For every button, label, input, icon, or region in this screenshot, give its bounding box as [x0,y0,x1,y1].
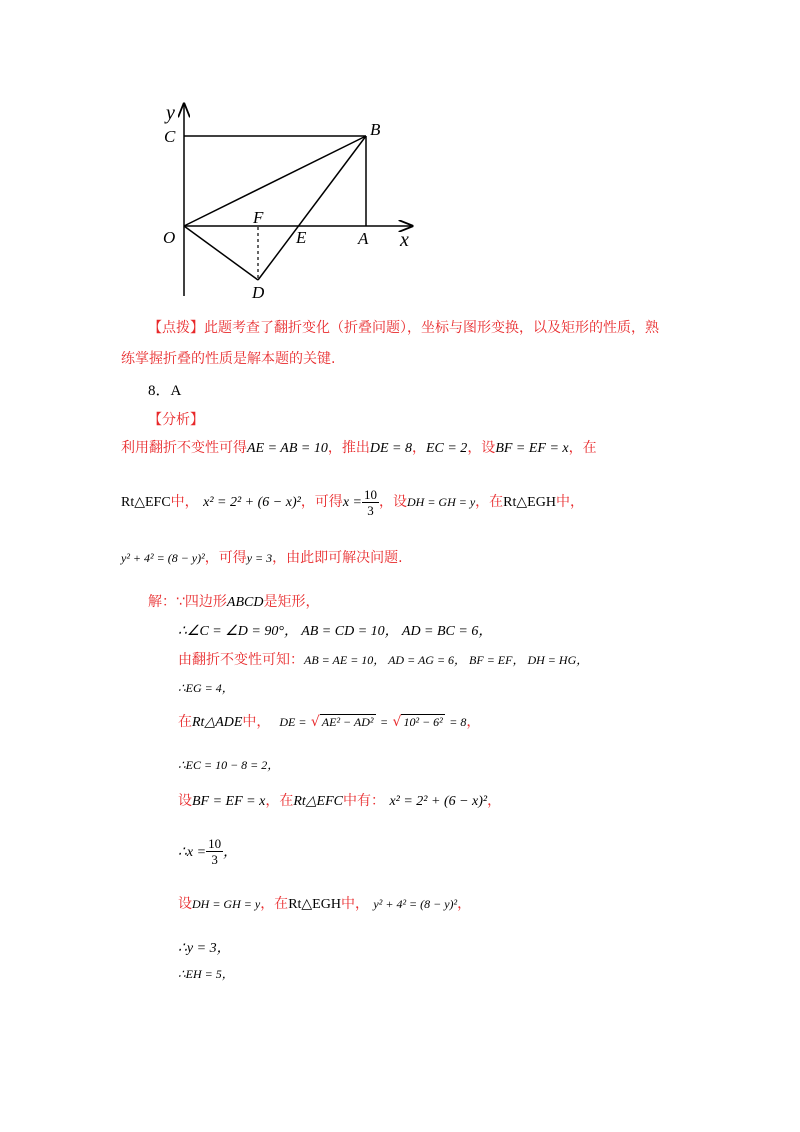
fraction-numerator: 10 [363,486,377,502]
math-de-eq: DE = [279,715,307,729]
math-equation-y: y² + 4² = (8 − y)² [373,897,458,911]
math-rt-egh: Rt△EGH [288,897,341,912]
solution-line-6: ∴EC = 10 − 8 = 2， [178,758,280,772]
math-equation-y: y² + 4² = (8 − y)² [121,551,205,565]
solution-label: 解： [148,594,176,610]
math-rt-egh: Rt△EGH [503,495,556,510]
analysis-text: ，可得 [300,494,343,510]
solution-text: 中有： [342,793,385,809]
sqrt-10-6: 10² − 6² [403,715,443,729]
analysis-text: ，可得 [204,550,247,566]
label-b: B [370,120,381,139]
solution-line-7 [178,790,501,810]
solution-line-9 [178,893,471,913]
solution-text: ， [466,714,481,730]
math-ae-ab: AE = AB = 10 [247,441,328,456]
solution-line-3 [178,649,588,669]
math-comma: ， [223,845,238,860]
solution-line-5: 在Rt△ADE中， DE = √ AE² − AD² = √ 10² − 6² = 8， [178,714,481,730]
analysis-text: ，在 [475,494,504,510]
label-a: A [358,229,369,248]
math-dh-gh: DH = GH = y [406,495,476,509]
math-bf-ef: BF = EF = x [495,441,569,456]
analysis-text: ，由此即可解决问题. [272,550,403,566]
solution-line-4: ∴EG = 4， [178,681,234,695]
comment-tag: 【点拨】 [148,320,204,336]
math-y-eq-3: y = 3 [246,551,273,565]
analysis-text: ，设 [467,440,496,456]
solution-text: 设 [178,793,192,809]
fraction-10-3 [362,487,379,518]
solution-line-10: ∴y = 3， [178,941,231,956]
segment-db [258,136,366,280]
comment-line-2: 练掌握折叠的性质是解本题的关键. [121,351,336,367]
math-abcd: ABCD [226,595,264,610]
math-ec: EC = 2 [425,441,468,456]
answer-number: 8．A [148,383,182,399]
math-rt-efc: Rt△EFC [293,794,343,809]
solution-text: 中， [340,896,369,912]
math-eq-sign: = [379,715,389,729]
segment-ob [184,136,366,226]
fraction-10-3 [206,836,223,867]
analysis-line-2 [121,482,584,523]
math-de: DE = 8 [369,441,412,456]
label-f: F [253,208,264,227]
label-x: x [400,229,409,251]
math-bf-ef-x: BF = EF = x [192,794,266,809]
fraction-numerator: 10 [208,836,222,851]
math-eq-8: = 8 [449,715,467,729]
math-x-eq: ∴x = [178,845,207,860]
solution-text: ， [487,793,502,809]
label-d: D [252,283,265,302]
solution-line-2: ∴∠C = ∠D = 90°， AB = CD = 10， AD = BC = 6， [178,624,493,639]
solution-text: 在 [178,714,192,730]
solution-text: ， [457,896,472,912]
analysis-text: ，推出 [327,440,370,456]
math-equation-x: x² = 2² + (6 − x)² [389,794,488,809]
math-x-eq: x = [342,495,362,510]
fraction-denominator: 3 [211,852,218,867]
math-dh-gh-y: DH = GH = y [192,897,261,911]
analysis-tag: 【分析】 [148,412,204,428]
math-fold-equalities: AB = AE = 10， AD = AG = 6， BF = EF， DH = HG， [304,653,589,667]
solution-text: ，在 [260,896,289,912]
solution-text: ，在 [265,793,294,809]
analysis-text: ，设 [378,494,407,510]
analysis-text: ， [411,440,426,456]
label-c: C [164,127,176,146]
analysis-text: 利用翻折不变性可得 [121,440,247,456]
analysis-text: ，在 [568,440,597,456]
math-rt-efc: Rt△EFC [121,495,171,510]
solution-text: ∵四边形 [176,594,227,610]
solution-line-1 [148,591,319,611]
solution-text: 设 [178,896,192,912]
fraction-denominator: 3 [367,502,374,518]
solution-text: 是矩形， [263,594,320,610]
label-o: O [163,228,176,247]
analysis-text: 中， [170,494,199,510]
math-equation-x: x² = 2² + (6 − x)² [203,495,301,510]
analysis-line-3 [121,547,403,567]
sqrt-ae-ad: AE² − AD² [321,715,374,729]
label-y: y [166,102,175,124]
solution-text: 中， [242,714,271,730]
comment-line-1 [148,317,659,337]
math-rt-ade: Rt△ADE [192,715,243,730]
segment-od [184,226,258,280]
geometry-figure [0,0,800,310]
comment-text-1: 此题考查了翻折变化（折叠问题），坐标与图形变换，以及矩形的性质，熟 [204,320,659,336]
analysis-text: 中， [555,494,584,510]
solution-text: 由翻折不变性可知： [178,652,304,668]
analysis-line-1 [121,437,597,457]
solution-line-11: ∴EH = 5， [178,967,234,981]
label-e: E [296,228,307,247]
solution-line-8 [178,836,237,867]
